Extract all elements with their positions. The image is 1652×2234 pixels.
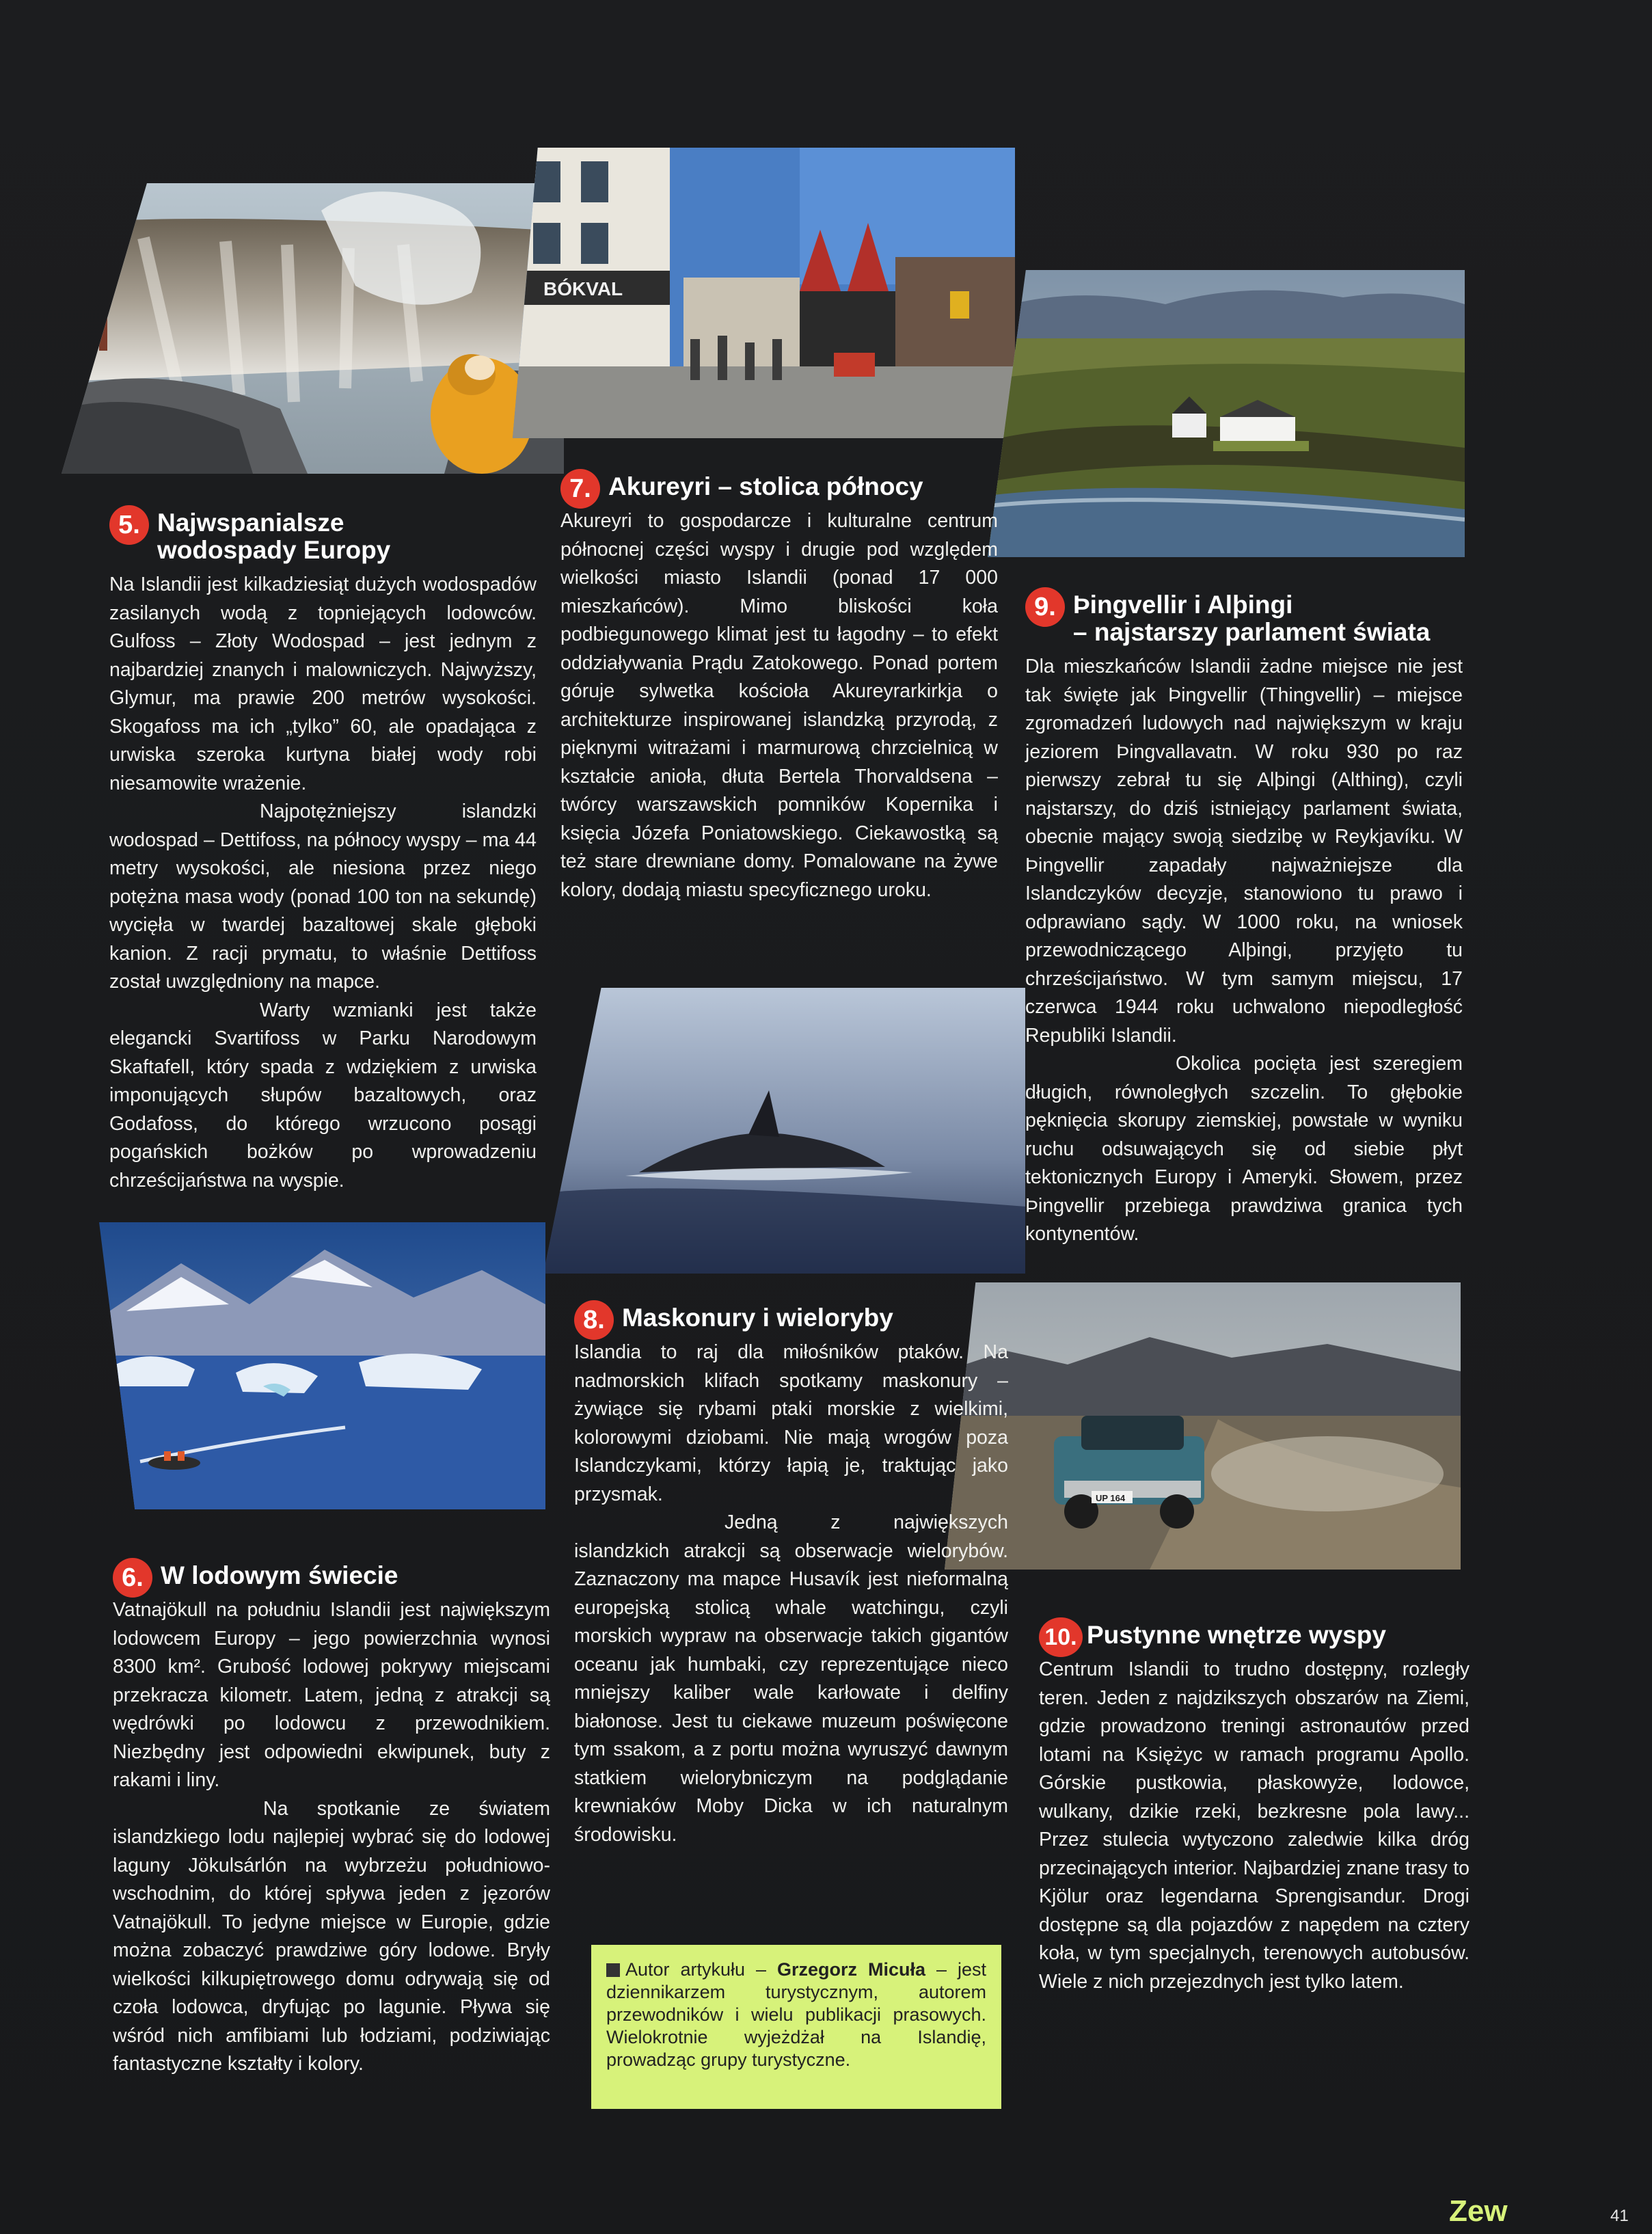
section-heading [1025,591,1463,646]
paragraph: Okolica pocięta jest szeregiem długich, równoległych szczelin. To głębokie pęknięcia skorupy ziemskiej, powstałe w wyniku ruchu odsuwających się od siebie płyt tektonicznych Europy i Ameryki. Słowem, przez Þingvellir przebiega prawdziwa granica tych kontynentów. [1025,1053,1463,1245]
section-puffins-whales [574,1304,1008,1849]
section-thingvellir [1025,591,1463,1249]
section-title-line1: Pustynne wnętrze wyspy [1087,1621,1386,1649]
photo-dettifoss-waterfall [62,183,564,474]
section-number-badge: 9. [1025,587,1065,627]
photo-thingvellir-landscape [988,270,1465,557]
section-akureyri [560,473,998,904]
paragraph: Islandia to raj dla miłośników ptaków. Na nadmorskich klifach spotkamy maskonury –żywiące się rybami ptaki morskie z wielkimi, kolorowymi dziobami. Nie mają wrogów poza Islandczykami, którzy łapią je, traktując jako przysmak. [574,1341,1008,1505]
paragraph: Warty wzmianki jest także elegancki Svartifoss w Parku Narodowym Skaftafell, który spada z wdziękiem z urwiska imponujących słupów bazaltowych, oraz Godafoss, do którego wrzucono posągi pogańskich bożków po wprowadzeniu chrześcijaństwa na wyspie. [109,999,537,1192]
section-desert-interior [1039,1621,1470,1996]
section-heading [574,1304,1008,1332]
paragraph: Vatnajökull na południu Islandii jest największym lodowcem Europy – jego powierzchnia wynosi 8300 km². Grubość lodowej pokrywy miejscami przekracza kilometr. Latem, jedną z atrakcji są wędrówki po lodowcu z przewodnikiem. Niezbędny jest odpowiedni ekwipunek, buty z rakami i liny. [113,1599,550,1791]
section-title-line2: wodospady Europy [157,536,391,564]
paragraph: Jedną z największych islandzkich atrakcji są obserwacje wielorybów. Zaznaczony ma mapce Husavík jest nieformalną europejską stolicą whale watchingu, czyli morskich wypraw na obserwacje takich gigantów oceanu jak humbaki, czy reprezentujące nieco mniejszy kaliber wale karłowate i delfiny białonose. Jest tu ciekawe muzeum poświęcone tym ssakom, a z portu można wyruszyć dawnym statkiem wielorybniczym na podglądanie krewniaków Moby Dicka w ich naturalnym środowisku. [574,1511,1008,1846]
section-heading [1039,1621,1470,1649]
square-bullet-icon [606,1963,620,1977]
page-number: 41 [1610,2207,1629,2225]
paragraph: Centrum Islandii to trudno dostępny, rozległy teren. Jeden z najdzikszych obszarów na Ziemi, gdzie prowadzono treningi astronautów przed lotami na Księżyc w ramach programu Apollo. Górskie pustkowia, płaskowyże, lodowce, wulkany, dzikie rzeki, bezkresne pola lawy... Przez stulecia wytyczono zaledwie kilka dróg przecinających interior. Najbardziej znane trasy to Kjölur oraz legendarna Sprengisandur. Drogi dostępne są dla pojazdów z napędem na cztery koła, w tym specjalnych, terenowych autobusów. Wiele z nich przejezdnych jest tylko latem. [1039,1658,1470,1993]
section-title-line1: Akureyri – stolica północy [608,472,923,500]
section-waterfalls [109,509,537,1195]
section-body [113,1596,550,2079]
photo-jokulsarlon-lagoon [99,1222,545,1509]
section-body [574,1338,1008,1849]
photo-offroad-jeep [945,1282,1461,1570]
photo-minke-whale [543,988,1025,1274]
section-title-line1: Þingvellir i Alþingi [1073,591,1293,619]
shop-sign: BÓKVAL [543,278,623,299]
author-prefix: Autor artykułu – [625,1959,777,1980]
section-number-badge: 10. [1039,1617,1083,1657]
section-heading [560,472,998,503]
section-number-badge: 6. [113,1558,152,1598]
author-name: Grzegorz Micuła [777,1959,926,1980]
section-body [1039,1656,1470,1996]
paragraph: Na spotkanie ze światem islandzkiego lodu najlepiej wybrać się do lodowej laguny Jökulsárlón na wybrzeżu południowo-wschodnim, do której spływa jeden z jęzorów Vatnajökull. To jedyne miejsce w Europie, gdzie można zobaczyć prawdziwe góry lodowe. Bryły wielkości kilkupiętrowego domu odrywają się od czoła lodowca, dryfując po lagunie. Pływa się wśród nich amfibiami lub łodziami, podziwiając fantastyczne kształty i kolory. [113,1797,550,2075]
car-plate: UP 164 [1096,1493,1126,1503]
section-body [109,571,537,1195]
paragraph: Na Islandii jest kilkadziesiąt dużych wodospadów zasilanych wodą z topniejących lodowców. Gulfoss – Złoty Wodospad – jest jednym z najbardziej znanych i malowniczych. Najwyższy, Glymur, ma prawie 200 metrów wysokości. Skogafoss ma ich „tylko” 60, ale opadająca z urwiska szeroka kurtyna białej wody robi niesamowite wrażenie. [109,574,537,794]
section-body [560,507,998,904]
section-title-line1: Najwspanialsze [157,509,344,537]
section-title-line1: W lodowym świecie [161,1561,398,1589]
photo-akureyri-street [513,148,1015,438]
section-heading [113,1561,550,1592]
paragraph: Dla mieszkańców Islandii żadne miejsce nie jest tak święte jak Þingvellir (Thingvellir) – miejsce zgromadzeń ludowych nad największym w kraju jeziorem Þingvallavatn. W roku 930 po raz pierwszy zebrał tu się Alþingi (Althing), czyli najstarszy, do dziś istniejący parlament świata, obecnie mający swoją siedzibę w Reykjavíku. W Þingvellir zapadały najważniejsze dla Islandczyków decyzje, stanowiono tu prawo i odprawiano sądy. W 1000 roku, na wniosek przewodniczącego Alþingi, przyjęto tu chrześcijaństwo. W tym samym miejscu, 17 czerwca 1944 roku uchwalono niepodległość Republiki Islandii. [1025,656,1463,1047]
magazine-brand: Zew [1449,2194,1508,2228]
paragraph: Akureyri to gospodarcze i kulturalne centrum północnej części wyspy i drugie pod względem wielkości miasto Islandii (ponad 17 000 mieszkańców). Mimo bliskości koła podbiegunowego klimat jest tu łagodny – to efekt oddziaływania Prądu Zatokowego. Ponad portem góruje sylwetka kościoła Akureyrarkirkja o architekturze inspirowanej islandzką przyrodą, z pięknymi witrażami i marmurową chrzcielnicą w kształcie anioła, dłuta Bertela Thorvaldsena – twórcy warszawskich pomników Kopernika i księcia Józefa Poniatowskiego. Ciekawostką są też stare drewniane domy. Pomalowane na żywe kolory, dodają miastu specyficznego uroku. [560,510,998,901]
section-number-badge: 5. [109,505,149,545]
section-title-line1: Maskonury i wieloryby [622,1304,893,1332]
author-box [591,1945,1001,2109]
section-number-badge: 8. [574,1300,614,1340]
section-heading [109,509,537,564]
section-ice-world [113,1562,550,2079]
section-title-line2: – najstarszy parlament świata [1073,618,1431,646]
section-number-badge: 7. [560,469,600,509]
section-body [1025,653,1463,1249]
paragraph: Najpotężniejszy islandzki wodospad – Dettifoss, na północy wyspy – ma 44 metry wysokości, ale niesiona przez niego potężna masa wody (ponad 100 ton na sekundę) wycięła w twardej bazaltowej skale głęboki kanion. Z racji prymatu, to właśnie Dettifoss został uwzględniony na mapce. [109,800,537,993]
author-description: – jest dziennikarzem turystycznym, autorem przewodników i wielu publikacji prasowych. Wielokrotnie wyjeżdżał na Islandię, prowadząc grupy turystyczne. [606,1959,986,2070]
